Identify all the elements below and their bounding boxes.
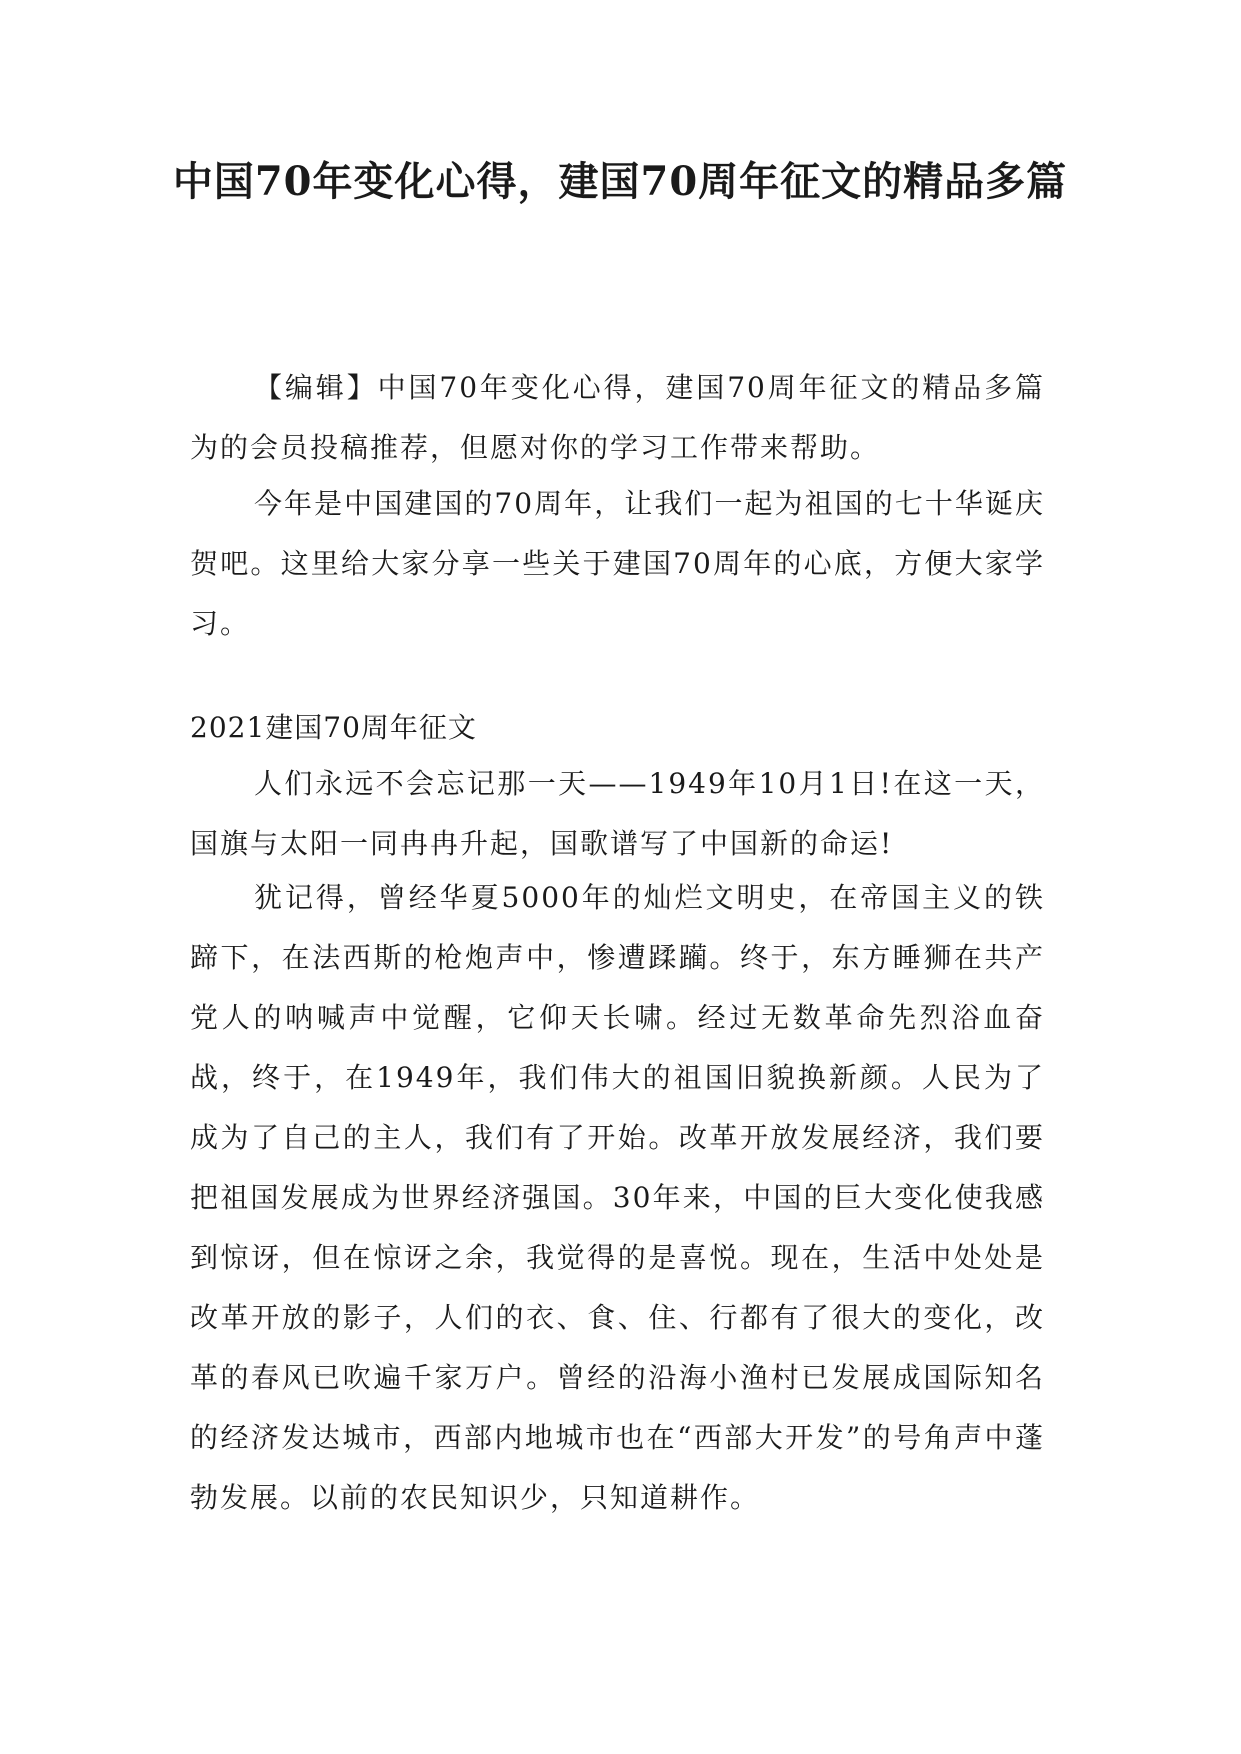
page-title: 中国70年变化心得，建国70周年征文的精品多篇: [172, 158, 1068, 205]
intro-paragraph-2: 今年是中国建国的70周年，让我们一起为祖国的七十华诞庆贺吧。这里给大家分享一些关于建国70周年的心底，方便大家学习。: [190, 487, 1045, 640]
section-paragraph-1: 人们永远不会忘记那一天——1949年10月1日!在这一天，国旗与太阳一同冉冉升起，国歌谱写了中国新的命运!: [190, 767, 1045, 860]
section-heading: 2021建国70周年征文: [190, 711, 477, 744]
intro-paragraph-1: 【编辑】中国70年变化心得，建国70周年征文的精品多篇为的会员投稿推荐，但愿对你的学习工作带来帮助。: [190, 371, 1045, 464]
section-paragraph-2: 犹记得，曾经华夏5000年的灿烂文明史，在帝国主义的铁蹄下，在法西斯的枪炮声中，惨遭蹂躏。终于，东方睡狮在共产党人的呐喊声中觉醒，它仰天长啸。经过无数革命先烈浴血奋战，终于，在1949年，我们伟大的祖国旧貌换新颜。人民为了成为了自己的主人，我们有了开始。改革开放发展经济，我们要把祖国发展成为世界经济强国。30年来，中国的巨大变化使我感到惊讶，但在惊讶之余，我觉得的是喜悦。现在，生活中处处是改革开放的影子，人们的衣、食、住、行都有了很大的变化，改革的春风已吹遍千家万户。曾经的沿海小渔村已发展成国际知名的经济发达城市，西部内地城市也在“西部大开发”的号角声中蓬勃发展。以前的农民知识少，只知道耕作。: [190, 881, 1045, 1514]
